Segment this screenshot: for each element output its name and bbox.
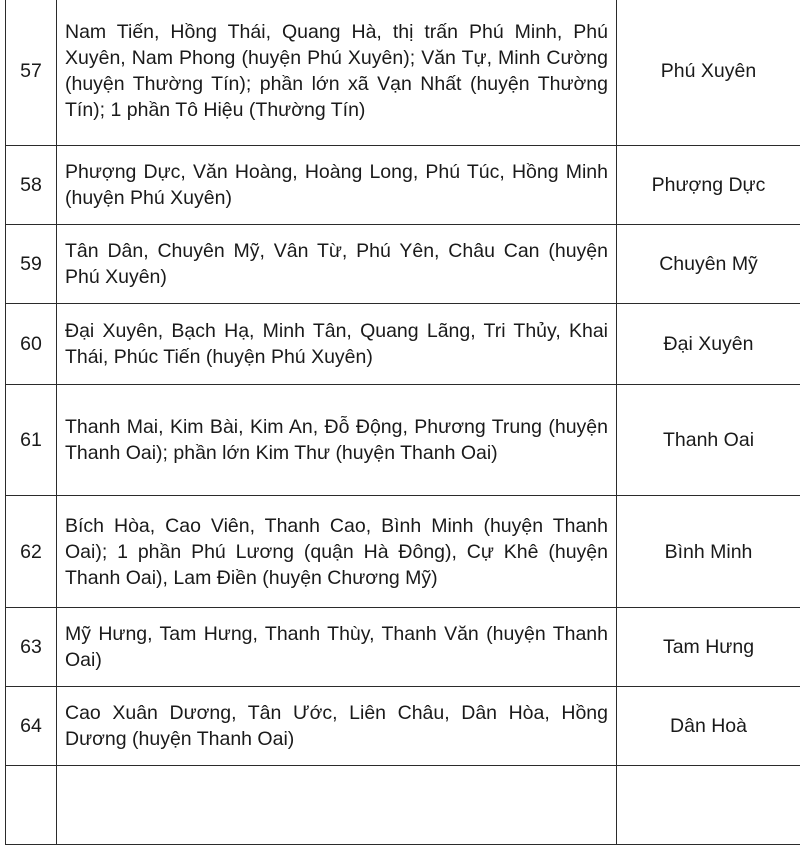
merged-areas: Phượng Dực, Văn Hoàng, Hoàng Long, Phú Túc, Hồng Minh (huyện Phú Xuyên) bbox=[57, 146, 617, 225]
row-number: 60 bbox=[6, 304, 57, 385]
merged-areas: Mỹ Hưng, Tam Hưng, Thanh Thùy, Thanh Văn (huyện Thanh Oai) bbox=[57, 608, 617, 687]
row-number: 63 bbox=[6, 608, 57, 687]
new-commune-name: Chuyên Mỹ bbox=[617, 225, 800, 304]
new-commune-name: Dân Hoà bbox=[617, 687, 800, 766]
new-commune-name: Đại Xuyên bbox=[617, 304, 800, 385]
row-number: 62 bbox=[6, 496, 57, 608]
table-row bbox=[6, 608, 800, 687]
table-row bbox=[6, 385, 800, 496]
merged-areas: Thanh Mai, Kim Bài, Kim An, Đỗ Động, Phương Trung (huyện Thanh Oai); phần lớn Kim Thư (huyện Thanh Oai) bbox=[57, 385, 617, 496]
new-commune-name: Phú Xuyên bbox=[617, 0, 800, 146]
new-commune-name: Phượng Dực bbox=[617, 146, 800, 225]
new-commune-name: Thanh Oai bbox=[617, 385, 800, 496]
table-row bbox=[6, 0, 800, 146]
row-number: 58 bbox=[6, 146, 57, 225]
row-number: 59 bbox=[6, 225, 57, 304]
merged-areas: Tân Dân, Chuyên Mỹ, Vân Từ, Phú Yên, Châu Can (huyện Phú Xuyên) bbox=[57, 225, 617, 304]
table-row bbox=[6, 304, 800, 385]
table-row bbox=[6, 687, 800, 766]
row-number-empty bbox=[6, 766, 57, 845]
table-row bbox=[6, 496, 800, 608]
table-row bbox=[6, 146, 800, 225]
table-row-partial bbox=[6, 766, 800, 845]
merged-areas-empty bbox=[57, 766, 617, 845]
table-row bbox=[6, 225, 800, 304]
new-commune-name: Bình Minh bbox=[617, 496, 800, 608]
merged-areas: Cao Xuân Dương, Tân Ước, Liên Châu, Dân Hòa, Hồng Dương (huyện Thanh Oai) bbox=[57, 687, 617, 766]
new-commune-name-empty bbox=[617, 766, 800, 845]
merged-areas: Bích Hòa, Cao Viên, Thanh Cao, Bình Minh (huyện Thanh Oai); 1 phần Phú Lương (quận Hà Đông), Cự Khê (huyện Thanh Oai), Lam Điền (huyện Chương Mỹ) bbox=[57, 496, 617, 608]
merged-areas: Đại Xuyên, Bạch Hạ, Minh Tân, Quang Lãng, Tri Thủy, Khai Thái, Phúc Tiến (huyện Phú Xuyên) bbox=[57, 304, 617, 385]
row-number: 64 bbox=[6, 687, 57, 766]
new-commune-name: Tam Hưng bbox=[617, 608, 800, 687]
row-number: 61 bbox=[6, 385, 57, 496]
row-number: 57 bbox=[6, 0, 57, 146]
merged-areas: Nam Tiến, Hồng Thái, Quang Hà, thị trấn Phú Minh, Phú Xuyên, Nam Phong (huyện Phú Xuyên); Văn Tự, Minh Cường (huyện Thường Tín); phần lớn xã Vạn Nhất (huyện Thường Tín); 1 phần Tô Hiệu (Thường Tín) bbox=[57, 0, 617, 146]
merger-table bbox=[5, 0, 800, 845]
